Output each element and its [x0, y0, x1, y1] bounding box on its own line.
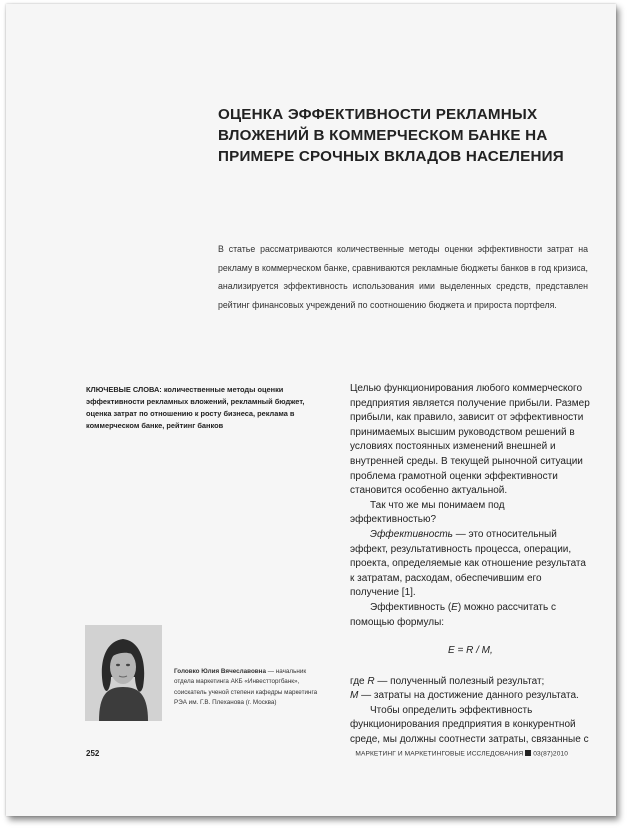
journal-name: МАРКЕТИНГ И МАРКЕТИНГОВЫЕ ИССЛЕДОВАНИЯ: [355, 750, 524, 758]
formula-intro-var: E: [451, 601, 458, 613]
journal-footer: [355, 750, 568, 758]
square-bullet-icon: [525, 750, 531, 756]
def-m-var: M: [350, 690, 359, 702]
def-r-var: R: [367, 675, 375, 687]
article-body: [350, 382, 590, 748]
body-paragraph-2: Так что же мы понимаем под эффективностью?: [350, 499, 505, 526]
definition-text: — это относительный эффект, результативность процесса, операции, проекта, определяемые как отношение результата к затратам, расходам, обеспечившим его получение [1].: [350, 528, 586, 599]
keywords-text: количественные методы оценки эффективности рекламных вложений, рекламный бюджет, оценка затрат по отношению к росту бизнеса, реклама в коммерческом банке, рейтинг банков: [86, 385, 305, 430]
body-paragraph-5: Чтобы определить эффективность функционирования предприятия в конкурентной среде, мы должны соотнести затраты, связанные с: [350, 704, 589, 746]
body-paragraph-3: [350, 528, 590, 601]
author-photo: [85, 625, 162, 721]
author-info: [174, 667, 324, 709]
formula-intro-b: ) можно рассчитать с помощью формулы:: [350, 601, 556, 628]
body-paragraph-1: Целью функционирования любого коммерческого предприятия является получение прибыли. Размер прибыли, как правило, зависит от эффективности принимаемых высшим руководством решений в условиях постоянных изменений внешней и внутренней среды. В текущей рыночной ситуации проблема грамотной оценки эффективности становится особенно актуальной.: [350, 383, 590, 497]
definition-r: [350, 675, 590, 690]
author-name: Головко Юлия Вячеславовна: [174, 668, 266, 675]
body-paragraph-4: [350, 601, 590, 630]
page-number: 252: [86, 749, 100, 758]
def-m-text: — затраты на достижение данного результата.: [358, 690, 579, 702]
article-abstract: В статье рассматриваются количественные методы оценки эффективности затрат на рекламу в коммерческом банке, сравниваются рекламные бюджеты банков в год кризиса, анализируется эффективность использования ими выделенных средств, представлен рейтинг финансовых учреждений по соотношению бюджета и прироста портфеля.: [218, 244, 588, 310]
term-effectiveness: Эффективность: [370, 528, 453, 540]
keywords-label: КЛЮЧЕВЫЕ СЛОВА:: [86, 385, 162, 394]
def-r-prefix: где: [350, 675, 368, 687]
journal-page: [6, 4, 616, 816]
def-r-text: — полученный полезный результат;: [374, 675, 545, 687]
formula-intro-a: Эффективность (: [370, 601, 452, 613]
definition-m: [350, 689, 590, 704]
author-position: — начальник отдела маркетинга АКБ «Инвестторгбанк», соискатель ученой степени кафедры маркетинга РЭА им. Г.В. Плеханова (г. Москва): [174, 668, 318, 707]
formula: E = R / M,: [448, 645, 493, 657]
journal-issue: 03(87)2010: [533, 750, 568, 758]
author-portrait-image: [85, 625, 162, 721]
article-title: ОЦЕНКА ЭФФЕКТИВНОСТИ РЕКЛАМНЫХ ВЛОЖЕНИЙ В КОММЕРЧЕСКОМ БАНКЕ НА ПРИМЕРЕ СРОЧНЫХ ВКЛАДОВ НАСЕЛЕНИЯ: [218, 106, 564, 165]
keywords-block: [86, 384, 318, 432]
